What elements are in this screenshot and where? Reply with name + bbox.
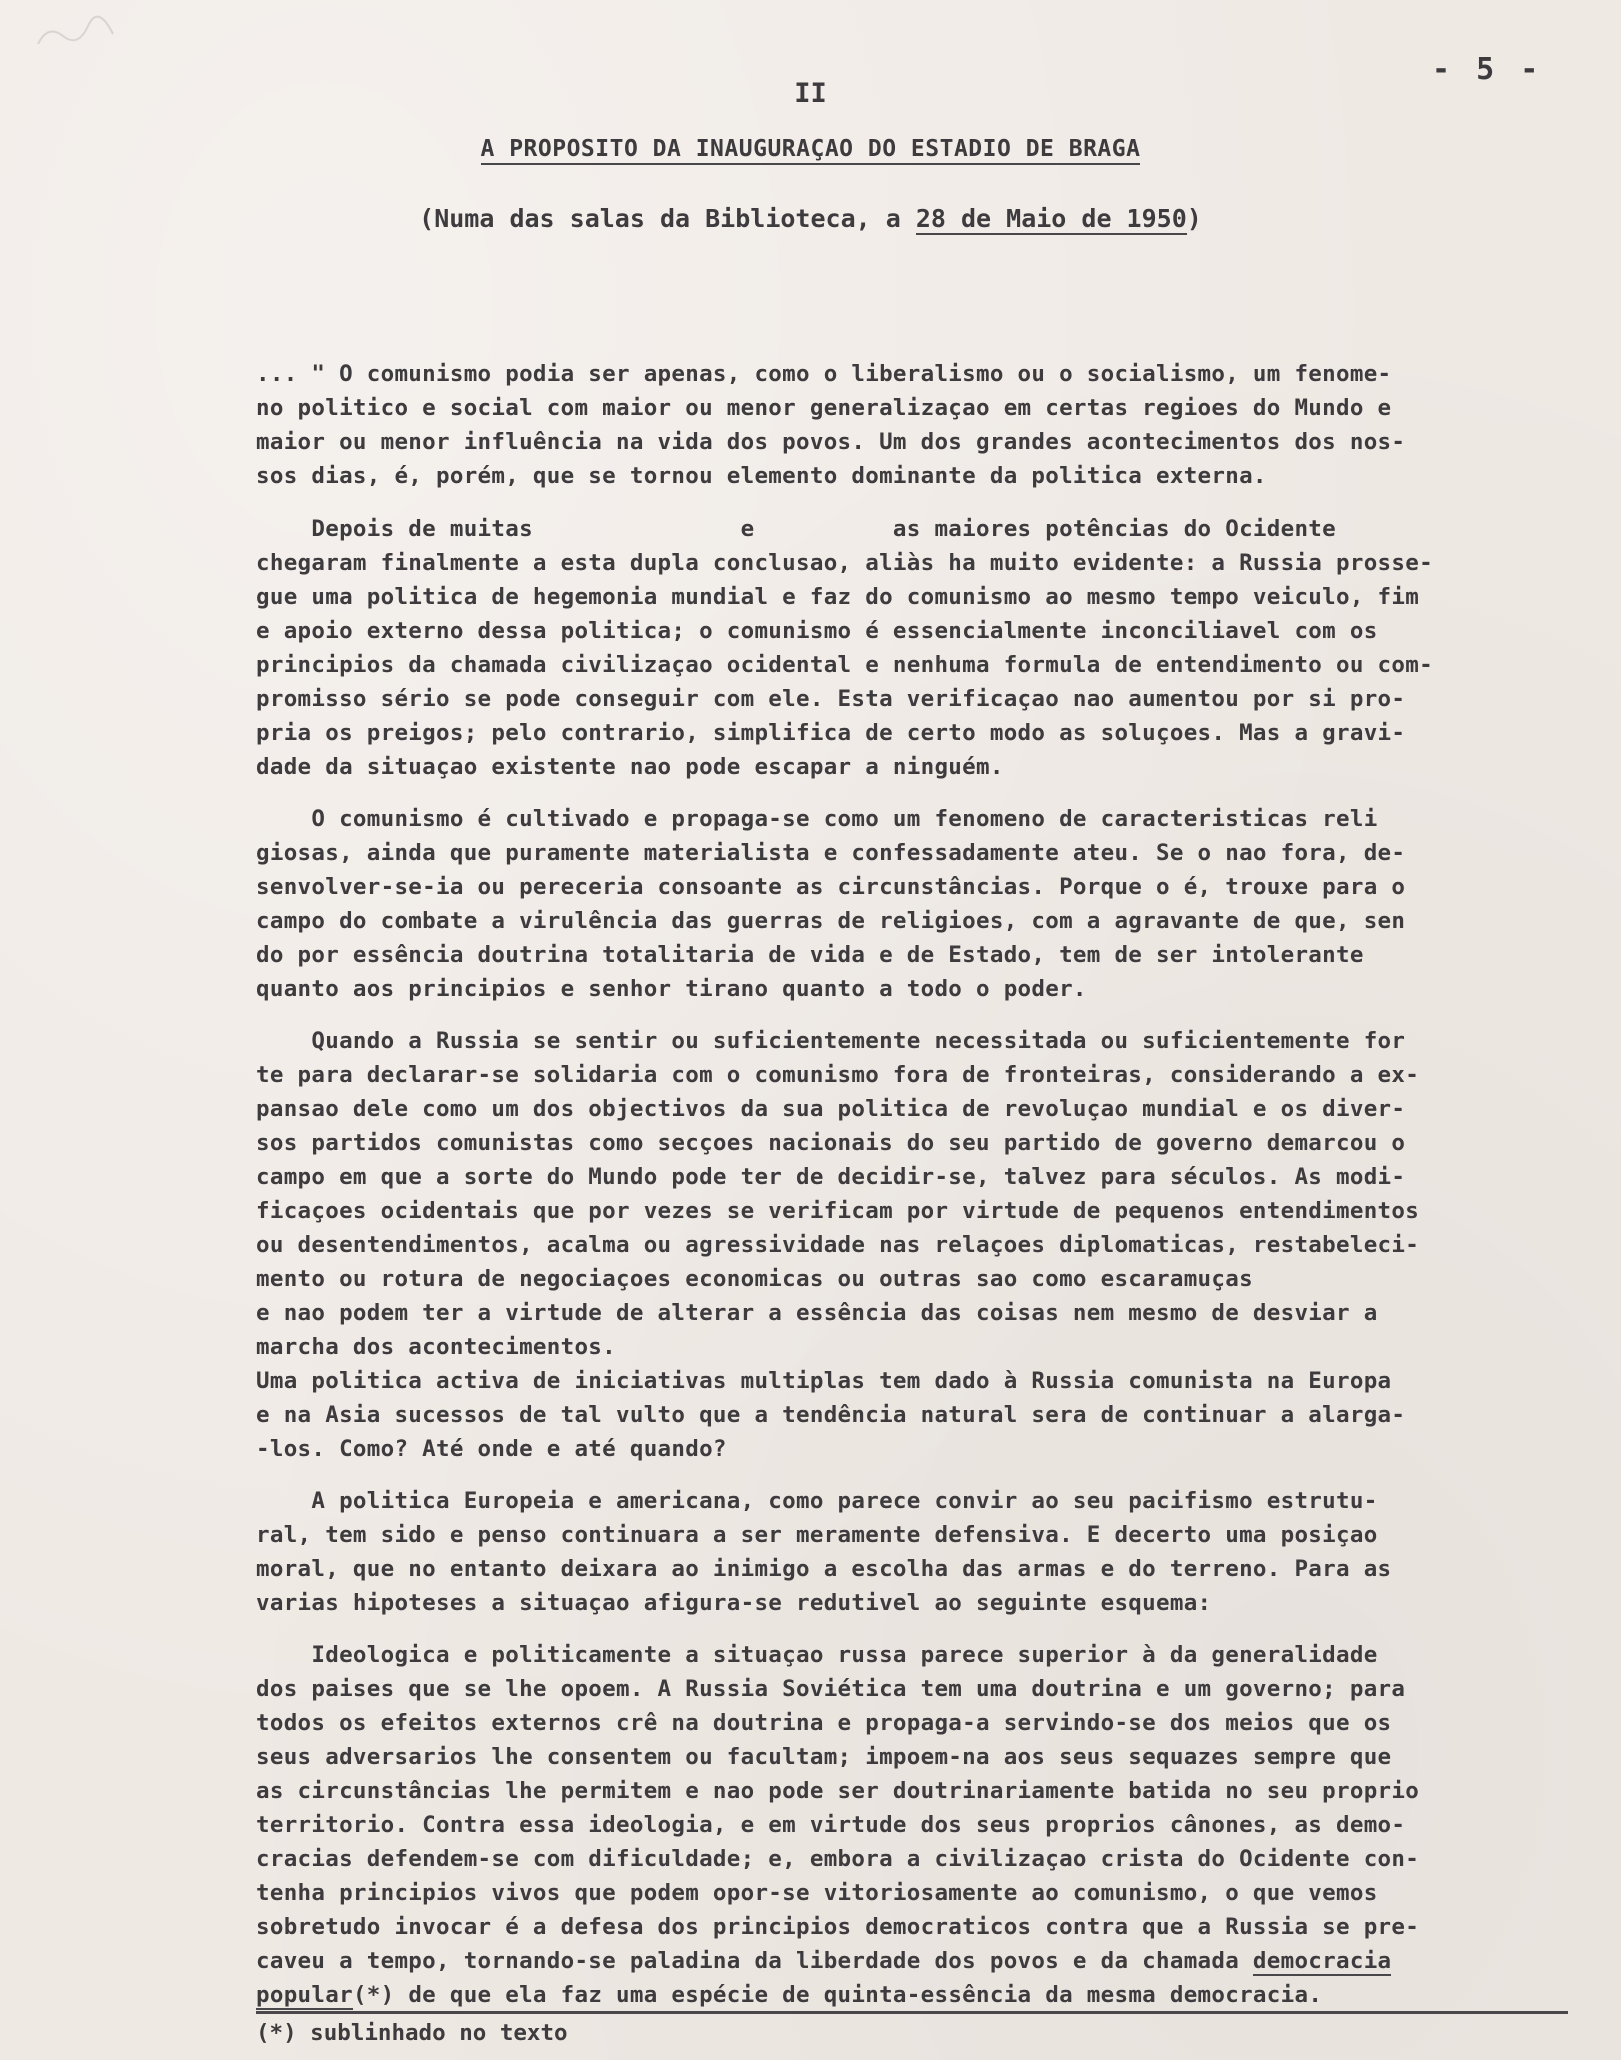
body-line-text: seus adversarios lhe consentem ou facultam; impoem-na aos seus sequazes sempre que — [256, 1744, 1392, 1770]
body-line — [256, 1194, 1586, 1228]
body-line — [256, 1910, 1586, 1944]
body-line-text: mento ou rotura de negociaçoes economicas ou outras sao como escaramuças — [256, 1266, 1253, 1292]
body-line-text: senvolver-se-ia ou pereceria consoante as circunstâncias. Porque o é, trouxe para o — [256, 874, 1406, 900]
body-line — [256, 1842, 1586, 1876]
body-line — [256, 1586, 1586, 1620]
body-line — [256, 802, 1586, 836]
footnote: (*) sublinhado no texto — [256, 2020, 568, 2046]
body-line-text: promisso sério se pode conseguir com ele. Esta verificaçao nao aumentou por si pro- — [256, 686, 1406, 712]
body-line-text: pansao dele como um dos objectivos da sua politica de revoluçao mundial e os diver- — [256, 1096, 1406, 1122]
body-line-text: principios da chamada civilizaçao ocidental e nenhuma formula de entendimento ou com- — [256, 652, 1433, 678]
body-line — [256, 972, 1586, 1006]
body-line — [256, 1092, 1586, 1126]
body-line-text: e nao podem ter a virtude de alterar a essência das coisas nem mesmo de desviar a — [256, 1300, 1378, 1326]
body-line — [256, 870, 1586, 904]
document-subheading — [0, 204, 1621, 233]
body-line — [256, 1160, 1586, 1194]
body-line — [256, 512, 1586, 546]
body-line-text: varias hipoteses a situaçao afigura-se redutivel ao seguinte esquema: — [256, 1590, 1212, 1616]
body-line-text: marcha dos acontecimentos. — [256, 1334, 616, 1360]
body-line-text: sobretudo invocar é a defesa dos principios democraticos contra que a Russia se pre- — [256, 1914, 1420, 1940]
body-line — [256, 1296, 1586, 1330]
subheading-after: ) — [1186, 204, 1202, 233]
document-heading — [0, 136, 1621, 162]
footnote-divider — [256, 2011, 1568, 2014]
body-line — [256, 1518, 1586, 1552]
heading-text: A PROPOSITO DA INAUGURAÇAO DO ESTADIO DE BRAGA — [481, 136, 1141, 165]
body-line — [256, 1706, 1586, 1740]
body-line — [256, 1126, 1586, 1160]
body-line-text: sos dias, é, porém, que se tornou elemento dominante da politica externa. — [256, 463, 1267, 489]
body-line-text: te para declarar-se solidaria com o comunismo fora de fronteiras, considerando a ex- — [256, 1062, 1420, 1088]
body-line-text: dos paises que se lhe opoem. A Russia Soviética tem uma doutrina e um governo; para — [256, 1676, 1406, 1702]
underlined-word-popular: popular — [256, 1982, 353, 2008]
body-line-text: pria os preigos; pelo contrario, simplifica de certo modo as soluçoes. Mas a gravi- — [256, 720, 1406, 746]
body-line — [256, 1330, 1586, 1364]
subheading-before: (Numa das salas da Biblioteca, a — [419, 204, 916, 233]
chapter-number: II — [794, 78, 827, 109]
body-line-text: Ideologica e politicamente a situaçao russa parece superior à da generalidade — [256, 1642, 1378, 1668]
body-line-text: giosas, ainda que puramente materialista e confessadamente ateu. Se o nao fora, de- — [256, 840, 1406, 866]
body-line — [256, 459, 1586, 493]
underlined-word-democracia: democracia — [1252, 1948, 1392, 1974]
body-line-text: ral, tem sido e penso continuara a ser meramente defensiva. E decerto uma posiçao — [256, 1522, 1378, 1548]
body-line — [256, 580, 1586, 614]
body-line-text: A politica Europeia e americana, como parece convir ao seu pacifismo estrutu- — [256, 1488, 1378, 1514]
body-line — [256, 1432, 1586, 1466]
body-line-last — [256, 1978, 1586, 2012]
body-line-text: todos os efeitos externos crê na doutrina e propaga-a servindo-se dos meios que os — [256, 1710, 1392, 1736]
body-line — [256, 750, 1586, 784]
paper-stain — [28, 14, 118, 54]
body-line-text: O comunismo é cultivado e propaga-se como um fenomeno de caracteristicas reli — [256, 806, 1378, 832]
body-line — [256, 1262, 1586, 1296]
body-line-text: ... " O comunismo podia ser apenas, como o liberalismo ou o socialismo, um fenome- — [256, 361, 1392, 387]
body-line-text: e apoio externo dessa politica; o comunismo é essencialmente inconciliavel com os — [256, 618, 1378, 644]
body-line-text: ficaçoes ocidentais que por vezes se verificam por virtude de pequenos entendimentos — [256, 1198, 1420, 1224]
body-line — [256, 546, 1586, 580]
subheading-date: 28 de Maio de 1950 — [915, 204, 1187, 233]
body-line-text: cracias defendem-se com dificuldade; e, embora a civilizaçao crista do Ocidente con- — [256, 1846, 1420, 1872]
body-line-text: tenha principios vivos que podem opor-se vitoriosamente ao comunismo, o que vemos — [256, 1880, 1378, 1906]
body-line — [256, 1552, 1586, 1586]
body-line — [256, 1638, 1586, 1672]
body-line — [256, 1024, 1586, 1058]
body-line-text: ou desentendimentos, acalma ou agressividade nas relaçoes diplomaticas, restabeleci- — [256, 1232, 1420, 1258]
body-line — [256, 1774, 1586, 1808]
body-line — [256, 682, 1586, 716]
body-line-text: do por essência doutrina totalitaria de vida e de Estado, tem de ser intolerante — [256, 942, 1364, 968]
last-line-rest: (*) de que ela faz uma espécie de quinta-essência da mesma democracia. — [352, 1982, 1323, 2008]
body-line — [256, 836, 1586, 870]
body-line — [256, 1672, 1586, 1706]
body-line — [256, 716, 1586, 750]
body-line-text: Quando a Russia se sentir ou suficientemente necessitada ou suficientemente for — [256, 1028, 1406, 1054]
page-number: - 5 - — [1432, 52, 1543, 87]
body-line-text: quanto aos principios e senhor tirano quanto a todo o poder. — [256, 976, 1087, 1002]
body-line-text: sos partidos comunistas como secçoes nacionais do seu partido de governo demarcou o — [256, 1130, 1406, 1156]
body-line-text: -los. Como? Até onde e até quando? — [256, 1436, 727, 1462]
body-line — [256, 1876, 1586, 1910]
body-line-text: territorio. Contra essa ideologia, e em virtude dos seus proprios cânones, as demo- — [256, 1812, 1406, 1838]
body-line-text: caveu a tempo, tornando-se paladina da liberdade dos povos e da chamada — [256, 1948, 1253, 1974]
body-line — [256, 1740, 1586, 1774]
body-line — [256, 614, 1586, 648]
body-line-text: campo em que a sorte do Mundo pode ter de decidir-se, talvez para séculos. As modi- — [256, 1164, 1406, 1190]
body-line — [256, 1484, 1586, 1518]
body-line-text: campo do combate a virulência das guerras de religioes, com a agravante de que, sen — [256, 908, 1406, 934]
body-line — [256, 648, 1586, 682]
body-line — [256, 1228, 1586, 1262]
body-line — [256, 1398, 1586, 1432]
body-line-text: e na Asia sucessos de tal vulto que a tendência natural sera de continuar a alarga- — [256, 1402, 1406, 1428]
body-line-text: no politico e social com maior ou menor generalizaçao em certas regioes do Mundo e — [256, 395, 1392, 421]
body-line — [256, 425, 1586, 459]
body-line — [256, 1364, 1586, 1398]
body-line — [256, 1944, 1586, 1978]
body-line-text: Uma politica activa de iniciativas multiplas tem dado à Russia comunista na Europa — [256, 1368, 1392, 1394]
body-line-text: moral, que no entanto deixara ao inimigo a escolha das armas e do terreno. Para as — [256, 1556, 1392, 1582]
body-line-text: dade da situaçao existente nao pode escapar a ninguém. — [256, 754, 1004, 780]
body-line — [256, 1058, 1586, 1092]
body-line — [256, 938, 1586, 972]
body-line — [256, 391, 1586, 425]
body-line-text: as circunstâncias lhe permitem e nao pode ser doutrinariamente batida no seu proprio — [256, 1778, 1420, 1804]
body-line — [256, 1808, 1586, 1842]
body-line-text: gue uma politica de hegemonia mundial e faz do comunismo ao mesmo tempo veiculo, fim — [256, 584, 1420, 610]
body-line — [256, 904, 1586, 938]
body-line-text: Depois de muitas e as maiores potências do Ocidente — [256, 516, 1336, 542]
body-line-text: chegaram finalmente a esta dupla conclusao, aliàs ha muito evidente: a Russia prosse- — [256, 550, 1433, 576]
body-line-text: maior ou menor influência na vida dos povos. Um dos grandes acontecimentos dos nos- — [256, 429, 1406, 455]
body-line — [256, 357, 1586, 391]
